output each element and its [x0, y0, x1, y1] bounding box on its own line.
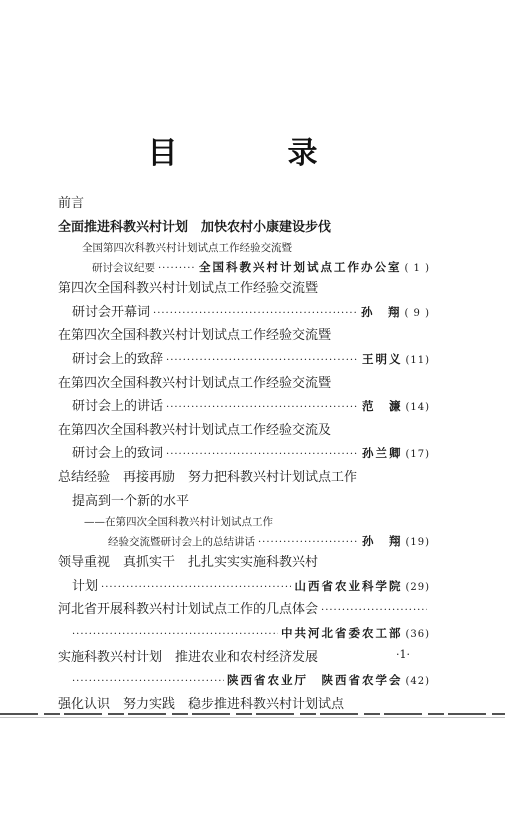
toc-entry-title: 前言 — [58, 196, 85, 211]
toc-entry-title: 提高到一个新的水平 — [72, 493, 190, 509]
toc-entry-title: 研讨会上的致辞 — [72, 351, 164, 367]
toc-entry[interactable] — [58, 532, 430, 551]
toc-entry[interactable] — [58, 646, 430, 670]
toc-entry[interactable] — [58, 395, 430, 419]
leader-dots — [166, 349, 359, 373]
toc-entry-author: 全国科教兴村计划试点工作办公室 — [198, 260, 402, 275]
toc-entry[interactable] — [58, 301, 430, 325]
toc-entry-page: ( 9 ) — [404, 307, 430, 319]
toc-entry[interactable] — [58, 419, 430, 443]
toc-entry-title: 研讨会上的致词 — [72, 446, 164, 462]
toc-entry-author: 孙 翔 — [361, 534, 403, 549]
toc-entry-title: 全面推进科教兴村计划 加快农村小康建设步伐 — [58, 219, 332, 235]
toc-entry-page: (17) — [405, 449, 430, 461]
toc-entry-author: 王明义 — [361, 351, 403, 366]
toc-entry-title: 总结经验 再接再励 努力把科教兴村计划试点工作 — [58, 469, 358, 485]
toc-entry[interactable] — [58, 277, 430, 301]
toc-entry[interactable] — [58, 348, 430, 372]
toc-entry[interactable] — [58, 513, 430, 532]
toc-entry-page: (36) — [405, 628, 430, 640]
toc-entry[interactable] — [58, 490, 430, 514]
toc-entry-title: 领导重视 真抓实干 扎扎实实实施科教兴村 — [58, 555, 319, 571]
toc-entry-page: (11) — [405, 354, 430, 366]
leader-dots — [166, 396, 359, 420]
toc-entry[interactable] — [58, 442, 430, 466]
toc-entry-title: 经验交流暨研讨会上的总结讲话 — [108, 536, 255, 549]
leader-dots — [321, 599, 427, 623]
toc-entry-author: 孙 翔 — [360, 304, 402, 319]
leader-dots — [258, 533, 359, 552]
leader-dots — [153, 302, 358, 326]
toc-entry[interactable] — [58, 372, 430, 396]
page-number: ·1· — [396, 648, 410, 661]
toc-entry[interactable] — [58, 598, 430, 622]
page-title: 目 录 — [147, 136, 358, 171]
toc-entry[interactable] — [58, 622, 430, 646]
toc-entry-title: 强化认识 努力实践 稳步推进科教兴村计划试点 — [58, 696, 345, 712]
toc-entry[interactable] — [58, 669, 430, 693]
scan-edge-rule-faint — [0, 717, 505, 718]
toc-entry-title: 计划 — [72, 578, 99, 594]
toc-entry-page: (14) — [405, 402, 430, 414]
toc-entry-title: 河北省开展科教兴村计划试点工作的几点体会 — [58, 602, 319, 618]
toc-entry-author: 中共河北省委农工部 — [280, 625, 403, 640]
toc-entry-author: 陕西省农业厅 陕西省农学会 — [226, 673, 403, 688]
toc-entry[interactable] — [58, 216, 430, 240]
toc-entry-page: (19) — [405, 537, 430, 549]
table-of-contents — [58, 192, 430, 716]
toc-entry[interactable] — [58, 551, 430, 575]
toc-entry-title: 在第四次全国科教兴村计划试点工作经验交流暨 — [58, 375, 332, 391]
toc-entry[interactable] — [58, 239, 430, 258]
toc-entry[interactable] — [58, 192, 430, 216]
toc-entry[interactable] — [58, 575, 430, 599]
toc-entry-title: 在第四次全国科教兴村计划试点工作经验交流及 — [58, 422, 332, 438]
toc-entry-title: 全国第四次科教兴村计划试点工作经验交流暨 — [82, 242, 292, 255]
toc-entry[interactable] — [58, 258, 430, 277]
toc-entry-author: 孙兰卿 — [361, 446, 403, 461]
toc-entry-title: 在第四次全国科教兴村计划试点工作经验交流暨 — [58, 328, 332, 344]
leader-dots — [166, 443, 359, 467]
leader-dots — [101, 576, 291, 600]
toc-entry-author: 范 濂 — [361, 399, 403, 414]
toc-entry-page: (29) — [405, 581, 430, 593]
toc-entry-author: 山西省农业科学院 — [294, 578, 403, 593]
toc-entry-title: 研讨会开幕词 — [72, 304, 151, 320]
toc-entry-title: 实施科教兴村计划 推进农业和农村经济发展 — [58, 649, 319, 665]
toc-entry-title: 研讨会上的讲话 — [72, 399, 164, 415]
leader-dots — [72, 623, 278, 647]
toc-entry-page: ( 1 ) — [404, 263, 430, 275]
toc-entry-title: 研讨会议纪要 — [92, 262, 155, 275]
toc-entry[interactable] — [58, 466, 430, 490]
toc-entry-title: 第四次全国科教兴村计划试点工作经验交流暨 — [58, 281, 319, 297]
scan-edge-rule — [0, 713, 505, 715]
toc-entry-title: ——在第四次全国科教兴村计划试点工作 — [84, 516, 273, 529]
toc-entry-page: (42) — [405, 676, 430, 688]
toc-entry[interactable] — [58, 324, 430, 348]
leader-dots — [158, 259, 196, 278]
leader-dots — [72, 670, 224, 694]
